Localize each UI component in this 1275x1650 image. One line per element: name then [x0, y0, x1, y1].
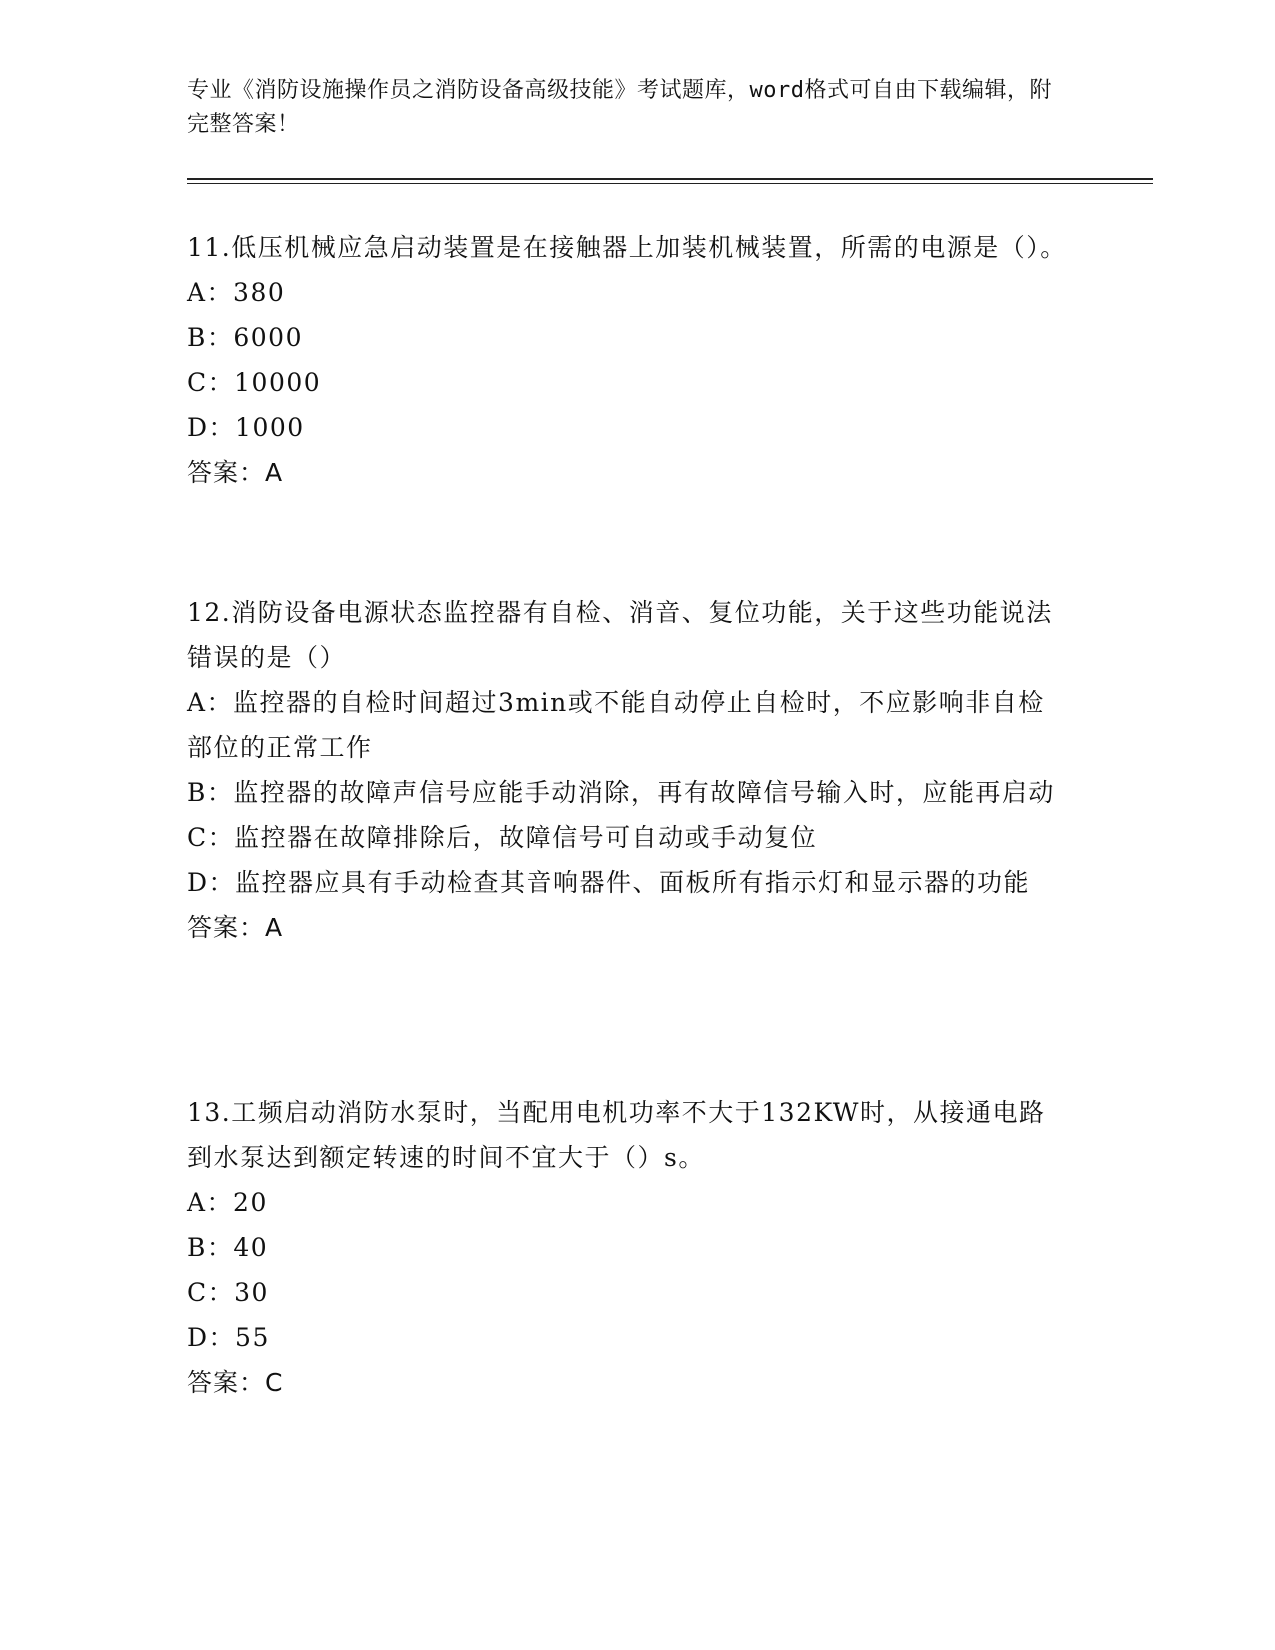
question-stem: 11.低压机械应急启动装置是在接触器上加装机械装置，所需的电源是（）。	[187, 233, 1067, 262]
header-divider-thick	[187, 178, 1153, 180]
answer: 答案：A	[187, 913, 284, 942]
option-a: A：监控器的自检时间超过3min或不能自动停止自检时，不应影响非自检部位的正常工作	[187, 688, 1045, 762]
option-c: C：监控器在故障排除后，故障信号可自动或手动复位	[187, 823, 818, 852]
option-a: A：20	[187, 1188, 268, 1217]
option-c: C：30	[187, 1278, 269, 1307]
option-d: D：监控器应具有手动检查其音响器件、面板所有指示灯和显示器的功能	[187, 868, 1031, 897]
option-c: C：10000	[187, 368, 322, 397]
question-12	[187, 590, 1067, 950]
option-b: B：6000	[187, 323, 303, 352]
option-a: A：380	[187, 278, 286, 307]
option-b: B：监控器的故障声信号应能手动消除，再有故障信号输入时，应能再启动	[187, 778, 1055, 807]
document-header: 专业《消防设施操作员之消防设备高级技能》考试题库，word格式可自由下载编辑，附完整答案！	[187, 78, 1052, 137]
question-stem: 12.消防设备电源状态监控器有自检、消音、复位功能，关于这些功能说法错误的是（）	[187, 598, 1053, 672]
question-stem: 13.工频启动消防水泵时，当配用电机功率不大于132KW时，从接通电路到水泵达到额定转速的时间不宜大于（）s。	[187, 1098, 1046, 1172]
answer: 答案：A	[187, 458, 284, 487]
option-b: B：40	[187, 1233, 269, 1262]
option-d: D：1000	[187, 413, 305, 442]
question-11	[187, 225, 1067, 495]
header-divider-thin	[187, 183, 1153, 184]
question-13	[187, 1090, 1067, 1405]
answer: 答案：C	[187, 1368, 284, 1397]
option-d: D：55	[187, 1323, 270, 1352]
